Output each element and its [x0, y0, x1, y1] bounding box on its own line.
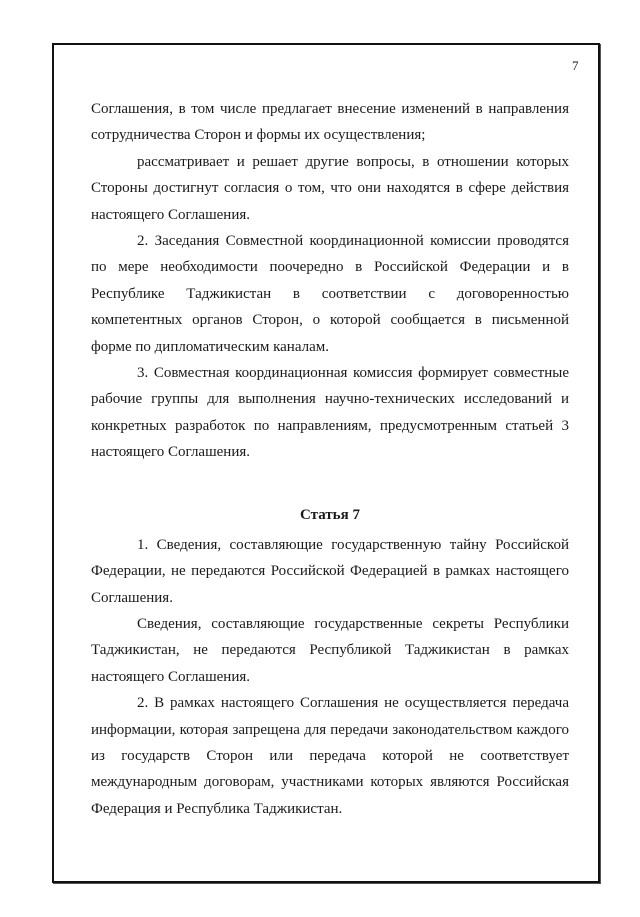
- paragraph-other-questions: рассматривает и решает другие вопросы, в отношении которых Стороны достигнут согласия о том, что они находятся в сфере действия настоящего Соглашения.: [91, 153, 569, 223]
- article-title: Статья 7: [300, 506, 360, 523]
- paragraph-continuation: Соглашения, в том числе предлагает внесение изменений в направления сотрудничества Сторон и формы их осуществления;: [91, 101, 569, 144]
- article-paragraph-2: Сведения, составляющие государственные секреты Республики Таджикистан, не передаются Республикой Таджикистан в рамках настоящего Соглашения.: [91, 615, 569, 685]
- paragraph-meetings: 2. Заседания Совместной координационной комиссии проводятся по мере необходимости поочередно в Российской Федерации и в Республике Таджикистан в соответствии с договоренностью компетентных органов Сторон, о которой сообщается в письменной форме по дипломатическим каналам.: [91, 233, 569, 355]
- article-paragraph-1: 1. Сведения, составляющие государственную тайну Российской Федерации, не передаются Российской Федерацией в рамках настоящего Соглашения.: [91, 536, 569, 606]
- document-body: [91, 96, 569, 822]
- paragraph-working-groups: 3. Совместная координационная комиссия формирует совместные рабочие группы для выполнения научно-технических исследований и конкретных разработок по направлениям, предусмотренным статьей 3 настоящего Соглашения.: [91, 365, 569, 461]
- article-paragraph-3: 2. В рамках настоящего Соглашения не осуществляется передача информации, которая запрещена для передачи законодательством каждого из государств Сторон или передача которой не соответствует международным договорам, участниками которых являются Российская Федерация и Республика Таджикистан.: [91, 695, 569, 817]
- page-number: 7: [572, 58, 579, 73]
